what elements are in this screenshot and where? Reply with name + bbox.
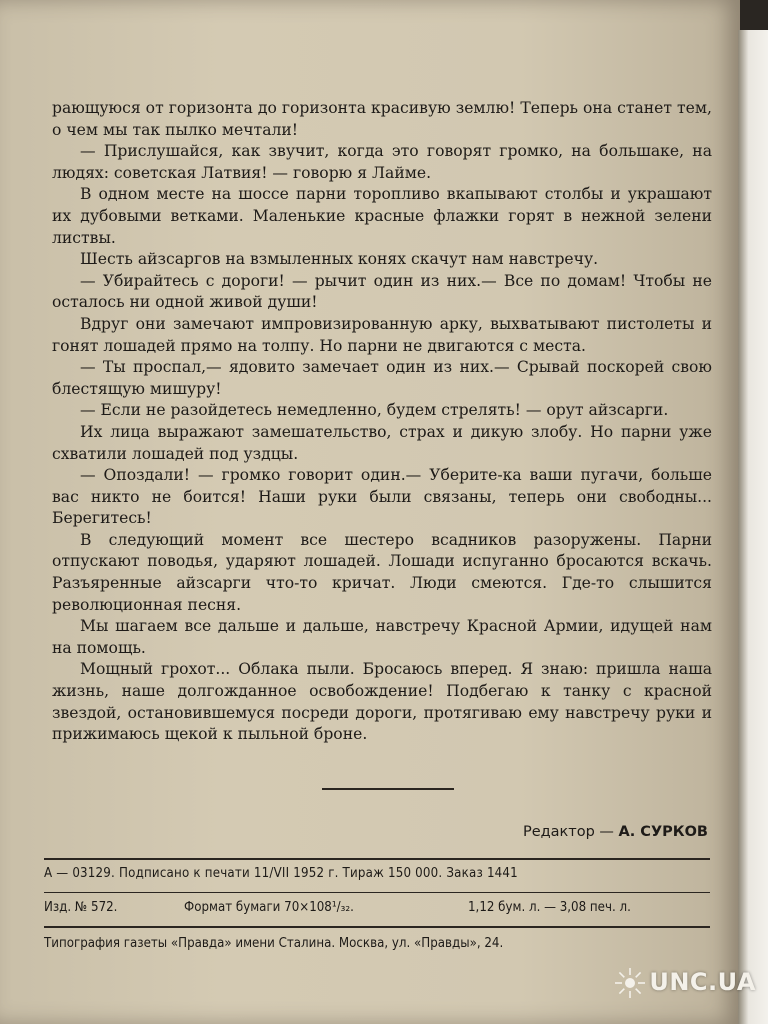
- paragraph: В следующий момент все шестеро всадников разоружены. Парни отпускают поводья, ударяют лошадей. Лошади испуганно бросаются вскачь. Разъяренные айзсарги что-то кричат. Люди смеются. Где-то слышится революционная песня.: [52, 530, 712, 614]
- imprint-line-1: А — 03129. Подписано к печати 11/VII 1952 г. Тираж 150 000. Заказ 1441: [44, 866, 518, 881]
- end-divider: [322, 788, 454, 790]
- imprint-rule-top: [44, 858, 710, 860]
- paragraph: Шесть айзсаргов на взмыленных конях скачут нам навстречу.: [80, 250, 599, 269]
- imprint-paper-format: Формат бумаги 70×108¹/₃₂.: [184, 900, 354, 915]
- site-watermark: [613, 966, 756, 1000]
- paragraph: Мощный грохот... Облака пыли. Бросаюсь вперед. Я знаю: пришла наша жизнь, наше долгожданное освобождение! Подбегаю к танку с красной звездой, остановившемуся посреди дороги, протягиваю ему навстречу руки и прижимаюсь щекой к пыльной броне.: [52, 660, 712, 744]
- watermark-text: UNC.UA: [649, 968, 756, 996]
- paragraph: В одном месте на шоссе парни торопливо вкапывают столбы и украшают их дубовыми ветками. Маленькие красные флажки горят в нежной зелени листвы.: [52, 185, 712, 247]
- paragraph: Мы шагаем все дальше и дальше, навстречу Красной Армии, идущей нам на помощь.: [52, 617, 712, 657]
- editor-credit: [523, 824, 708, 840]
- paragraph: — Если не разойдетесь немедленно, будем стрелять! — орут айзсарги.: [80, 401, 669, 420]
- imprint-line-3: Типография газеты «Правда» имени Сталина. Москва, ул. «Правды», 24.: [44, 936, 504, 951]
- paragraph: — Ты проспал,— ядовито замечает один из них.— Срывай поскорей свою блестящую мишуру!: [52, 358, 712, 398]
- paragraph: — Убирайтесь с дороги! — рычит один из них.— Все по домам! Чтобы не осталось ни одной живой души!: [52, 271, 712, 312]
- paragraph: Вдруг они замечают импровизированную арку, выхватывают пистолеты и гонят лошадей прямо на толпу. Но парни не двигаются с места.: [52, 314, 712, 355]
- story-text: [52, 98, 712, 746]
- paragraph: — Опоздали! — громко говорит один.— Уберите-ка ваши пугачи, больше вас никто не боится! Наши руки были связаны, теперь они свободны... Берегитесь!: [52, 466, 712, 528]
- editor-name: А. СУРКОВ: [618, 824, 708, 840]
- paragraph: — Прислушайся, как звучит, когда это говорят громко, на большаке, на людях: советская Латвия! — говорю я Лайме.: [52, 142, 712, 182]
- imprint-publisher-no: Изд. № 572.: [44, 900, 118, 915]
- imprint-rule-bottom: [44, 926, 710, 928]
- editor-label: Редактор —: [522, 824, 619, 840]
- imprint-sheets: 1,12 бум. л. — 3,08 печ. л.: [468, 900, 631, 915]
- imprint-line-2: [44, 900, 712, 915]
- paragraph: рающуюся от горизонта до горизонта красивую землю! Теперь она станет тем, о чем мы так пылко мечтали!: [52, 99, 712, 139]
- paragraph: Их лица выражают замешательство, страх и дикую злобу. Но парни уже схватили лошадей под уздцы.: [52, 422, 712, 463]
- sunburst-icon: [613, 966, 647, 1000]
- imprint-rule-mid: [44, 892, 710, 893]
- page-edge: [738, 30, 768, 1024]
